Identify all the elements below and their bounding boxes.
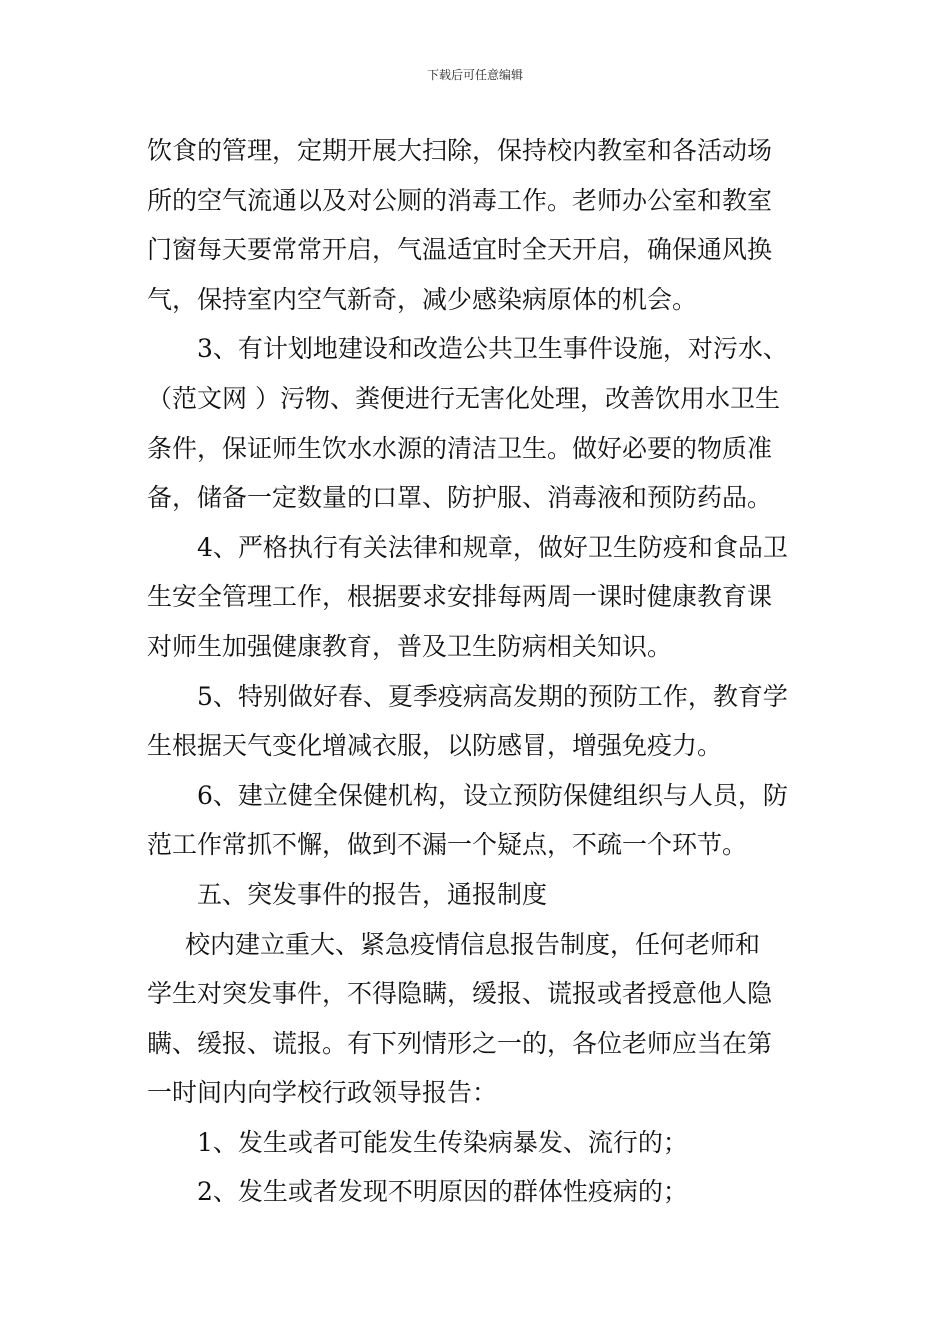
text-line: 对师生加强健康教育，普及卫生防病相关知识。 <box>147 631 673 661</box>
text-line: 生根据天气变化增减衣服，以防感冒，增强免疫力。 <box>147 731 723 761</box>
text-line: 备，储备一定数量的口罩、防护服、消毒液和预防药品。 <box>147 483 773 513</box>
text-line: 瞒、缓报、谎报。有下列情形之一的，各位老师应当在第 <box>147 1028 773 1058</box>
list-item-2: 2、发生或者发现不明原因的群体性疫病的； <box>197 1177 688 1207</box>
paragraph-item-4: 4、严格执行有关法律和规章，做好卫生防疫和食品卫 <box>197 532 788 562</box>
text-line: 条件，保证师生饮水水源的清洁卫生。做好必要的物质准 <box>147 433 773 463</box>
text-line: 生安全管理工作，根据要求安排每两周一课时健康教育课 <box>147 582 773 612</box>
paragraph-item-6: 6、建立健全保健机构，设立预防保健组织与人员，防 <box>197 780 788 810</box>
text-line: 饮食的管理，定期开展大扫除，保持校内教室和各活动场 <box>147 136 773 165</box>
page-header: 下载后可任意编辑 <box>426 68 523 82</box>
paragraph-item-5: 5、特别做好春、夏季疫病高发期的预防工作，教育学 <box>197 681 788 711</box>
text-line: （范文网 ）污物、粪便进行无害化处理，改善饮用水卫生 <box>147 383 780 413</box>
paragraph-start: 校内建立重大、紧急疫情信息报告制度，任何老师和 <box>185 929 761 959</box>
text-line: 气，保持室内空气新奇，减少感染病原体的机会。 <box>147 284 698 314</box>
text-line: 范工作常抓不懈，做到不漏一个疑点，不疏一个环节。 <box>147 830 748 860</box>
text-line: 一时间内向学校行政领导报告： <box>147 1078 498 1108</box>
text-line: 学生对突发事件，不得隐瞒，缓报、谎报或者授意他人隐 <box>147 979 773 1009</box>
list-item-1: 1、发生或者可能发生传染病暴发、流行的； <box>197 1127 688 1157</box>
paragraph-item-3: 3、有计划地建设和改造公共卫生事件设施，对污水、 <box>197 334 788 364</box>
section-heading: 五、突发事件的报告，通报制度 <box>197 879 548 909</box>
text-line: 门窗每天要常常开启，气温适宜时全天开启，确保通风换 <box>147 235 773 265</box>
text-line: 所的空气流通以及对公厕的消毒工作。老师办公室和教室 <box>147 185 773 215</box>
body-text <box>147 126 811 1217</box>
